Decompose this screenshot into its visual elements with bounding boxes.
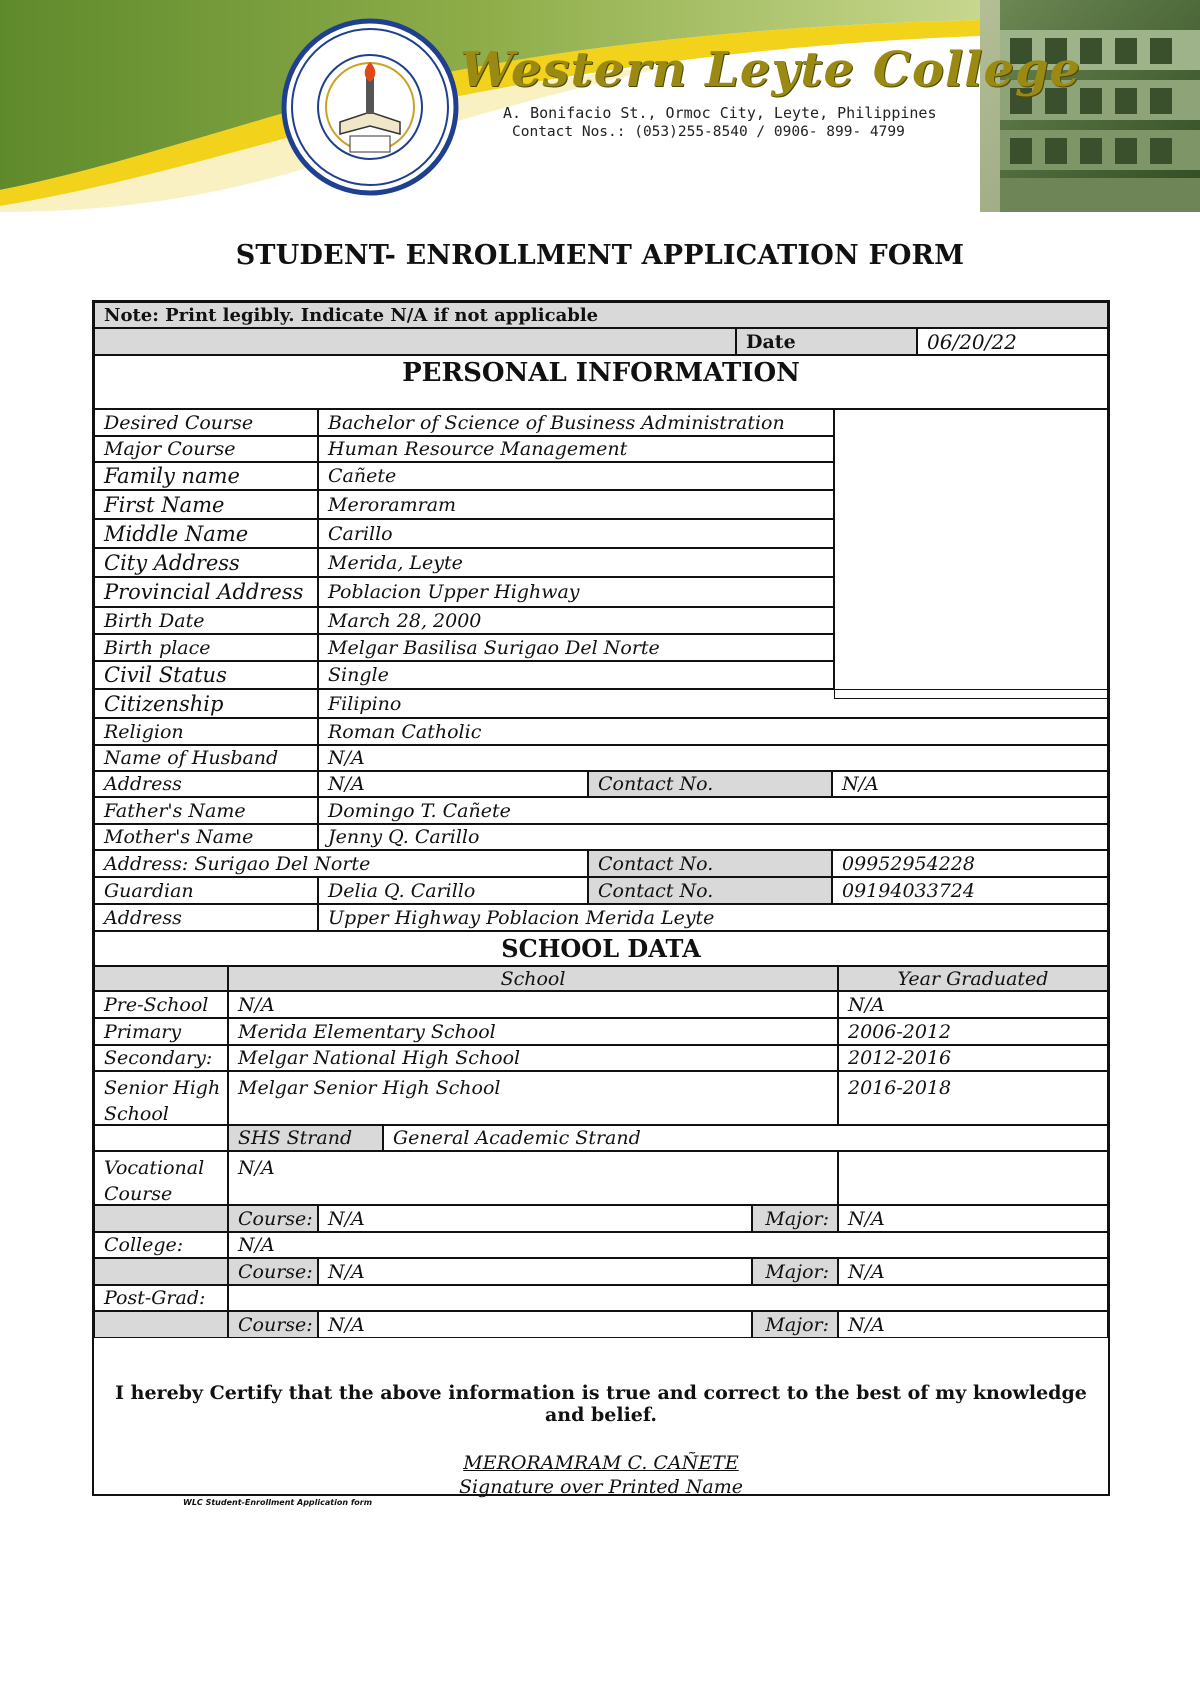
label-desired-course: Desired Course xyxy=(94,409,318,436)
field-postgrad-course[interactable]: N/A xyxy=(318,1311,752,1338)
form-title: STUDENT- ENROLLMENT APPLICATION FORM xyxy=(235,240,965,271)
label-postgrad-major: Major: xyxy=(752,1311,838,1338)
field-name-of-husband[interactable]: N/A xyxy=(318,745,1108,771)
field-family-name[interactable]: Cañete xyxy=(318,462,834,490)
label-citizenship: Citizenship xyxy=(94,689,318,718)
label-postgrad: Post-Grad: xyxy=(94,1285,228,1311)
field-voc-course[interactable]: N/A xyxy=(318,1205,752,1232)
field-secondary-year[interactable]: 2012-2016 xyxy=(838,1045,1108,1071)
college-course-blank xyxy=(94,1258,228,1285)
field-college-major[interactable]: N/A xyxy=(838,1258,1108,1285)
field-primary-year[interactable]: 2006-2012 xyxy=(838,1018,1108,1045)
header-banner xyxy=(0,0,1200,212)
label-mothers-name: Mother's Name xyxy=(94,824,318,850)
label-birth-date: Birth Date xyxy=(94,607,318,634)
field-pre-school[interactable]: N/A xyxy=(228,991,838,1018)
label-vocational: Vocational Course xyxy=(94,1151,228,1205)
field-shs-strand[interactable]: General Academic Strand xyxy=(383,1125,1108,1151)
col-year-header: Year Graduated xyxy=(838,966,1108,991)
label-husband-address: Address xyxy=(94,771,318,797)
voc-course-blank xyxy=(94,1205,228,1232)
enrollment-form xyxy=(92,300,1110,1496)
field-senior-high-year[interactable]: 2016-2018 xyxy=(838,1071,1108,1125)
footer-note: WLC Student-Enrollment Application form xyxy=(183,1498,373,1507)
label-college-major: Major: xyxy=(752,1258,838,1285)
label-voc-course: Course: xyxy=(228,1205,318,1232)
field-city-address[interactable]: Merida, Leyte xyxy=(318,548,834,577)
label-secondary: Secondary: xyxy=(94,1045,228,1071)
field-postgrad[interactable] xyxy=(228,1285,1108,1311)
field-husband-address[interactable]: N/A xyxy=(318,771,588,797)
field-mothers-name[interactable]: Jenny Q. Carillo xyxy=(318,824,1108,850)
school-header-blank xyxy=(94,966,228,991)
label-major-course: Major Course xyxy=(94,436,318,462)
field-citizenship[interactable]: Filipino xyxy=(318,689,1108,718)
field-college[interactable]: N/A xyxy=(228,1232,1108,1258)
college-contact: Contact Nos.: (053)255-8540 / 0906- 899- 4799 xyxy=(512,124,905,140)
label-provincial-address: Provincial Address xyxy=(94,577,318,607)
school-data-heading: SCHOOL DATA xyxy=(94,931,1108,966)
label-guardian-contact: Contact No. xyxy=(588,877,832,904)
field-senior-high[interactable]: Melgar Senior High School xyxy=(228,1071,838,1125)
label-voc-major: Major: xyxy=(752,1205,838,1232)
label-shs-strand: SHS Strand xyxy=(228,1125,383,1151)
field-fathers-name[interactable]: Domingo T. Cañete xyxy=(318,797,1108,824)
building-photo xyxy=(980,0,1200,212)
date-row-blank xyxy=(94,328,736,355)
field-guardian-address[interactable]: Upper Highway Poblacion Merida Leyte xyxy=(318,904,1108,931)
signature-name: MERORAMRAM C. CAÑETE xyxy=(463,1452,739,1474)
certification-text: I hereby Certify that the above information is true and correct to the best of my knowledge and belief. xyxy=(115,1382,1087,1426)
note-row: Note: Print legibly. Indicate N/A if not applicable xyxy=(94,302,1108,328)
label-senior-high: Senior High School xyxy=(94,1071,228,1125)
date-label: Date xyxy=(736,328,917,355)
label-parents-address: Address: Surigao Del Norte xyxy=(94,850,588,877)
field-parents-contact[interactable]: 09952954228 xyxy=(832,850,1108,877)
label-college: College: xyxy=(94,1232,228,1258)
field-desired-course[interactable]: Bachelor of Science of Business Administration xyxy=(318,409,834,436)
field-primary[interactable]: Merida Elementary School xyxy=(228,1018,838,1045)
label-parents-contact: Contact No. xyxy=(588,850,832,877)
college-name: Western Leyte College xyxy=(460,42,1082,98)
label-middle-name: Middle Name xyxy=(94,519,318,548)
college-address: A. Bonifacio St., Ormoc City, Leyte, Philippines xyxy=(503,104,937,122)
field-guardian[interactable]: Delia Q. Carillo xyxy=(318,877,588,904)
field-birth-place[interactable]: Melgar Basilisa Surigao Del Norte xyxy=(318,634,834,661)
label-postgrad-course: Course: xyxy=(228,1311,318,1338)
date-field[interactable]: 06/20/22 xyxy=(917,328,1108,355)
postgrad-course-blank xyxy=(94,1311,228,1338)
field-college-course[interactable]: N/A xyxy=(318,1258,752,1285)
col-school-header: School xyxy=(228,966,838,991)
field-major-course[interactable]: Human Resource Management xyxy=(318,436,834,462)
field-guardian-contact[interactable]: 09194033724 xyxy=(832,877,1108,904)
label-guardian-address: Address xyxy=(94,904,318,931)
label-college-course: Course: xyxy=(228,1258,318,1285)
field-first-name[interactable]: Meroramram xyxy=(318,490,834,519)
label-guardian: Guardian xyxy=(94,877,318,904)
personal-info-heading: PERSONAL INFORMATION xyxy=(94,355,1108,409)
label-civil-status: Civil Status xyxy=(94,661,318,689)
field-husband-contact[interactable]: N/A xyxy=(832,771,1108,797)
field-secondary[interactable]: Melgar National High School xyxy=(228,1045,838,1071)
field-religion[interactable]: Roman Catholic xyxy=(318,718,1108,745)
field-voc-major[interactable]: N/A xyxy=(838,1205,1108,1232)
label-religion: Religion xyxy=(94,718,318,745)
label-pre-school: Pre-School xyxy=(94,991,228,1018)
field-middle-name[interactable]: Carillo xyxy=(318,519,834,548)
label-fathers-name: Father's Name xyxy=(94,797,318,824)
label-city-address: City Address xyxy=(94,548,318,577)
field-birth-date[interactable]: March 28, 2000 xyxy=(318,607,834,634)
field-pre-school-year[interactable]: N/A xyxy=(838,991,1108,1018)
label-husband-contact: Contact No. xyxy=(588,771,832,797)
photo-box xyxy=(834,409,1108,699)
signature-caption: Signature over Printed Name xyxy=(458,1476,744,1498)
field-postgrad-major[interactable]: N/A xyxy=(838,1311,1108,1338)
field-provincial-address[interactable]: Poblacion Upper Highway xyxy=(318,577,834,607)
label-birth-place: Birth place xyxy=(94,634,318,661)
label-family-name: Family name xyxy=(94,462,318,490)
field-civil-status[interactable]: Single xyxy=(318,661,834,689)
label-first-name: First Name xyxy=(94,490,318,519)
label-name-of-husband: Name of Husband xyxy=(94,745,318,771)
field-vocational[interactable]: N/A xyxy=(228,1151,838,1205)
strand-blank xyxy=(94,1125,228,1151)
college-seal xyxy=(284,21,456,193)
label-primary: Primary xyxy=(94,1018,228,1045)
field-vocational-year[interactable] xyxy=(838,1151,1108,1205)
